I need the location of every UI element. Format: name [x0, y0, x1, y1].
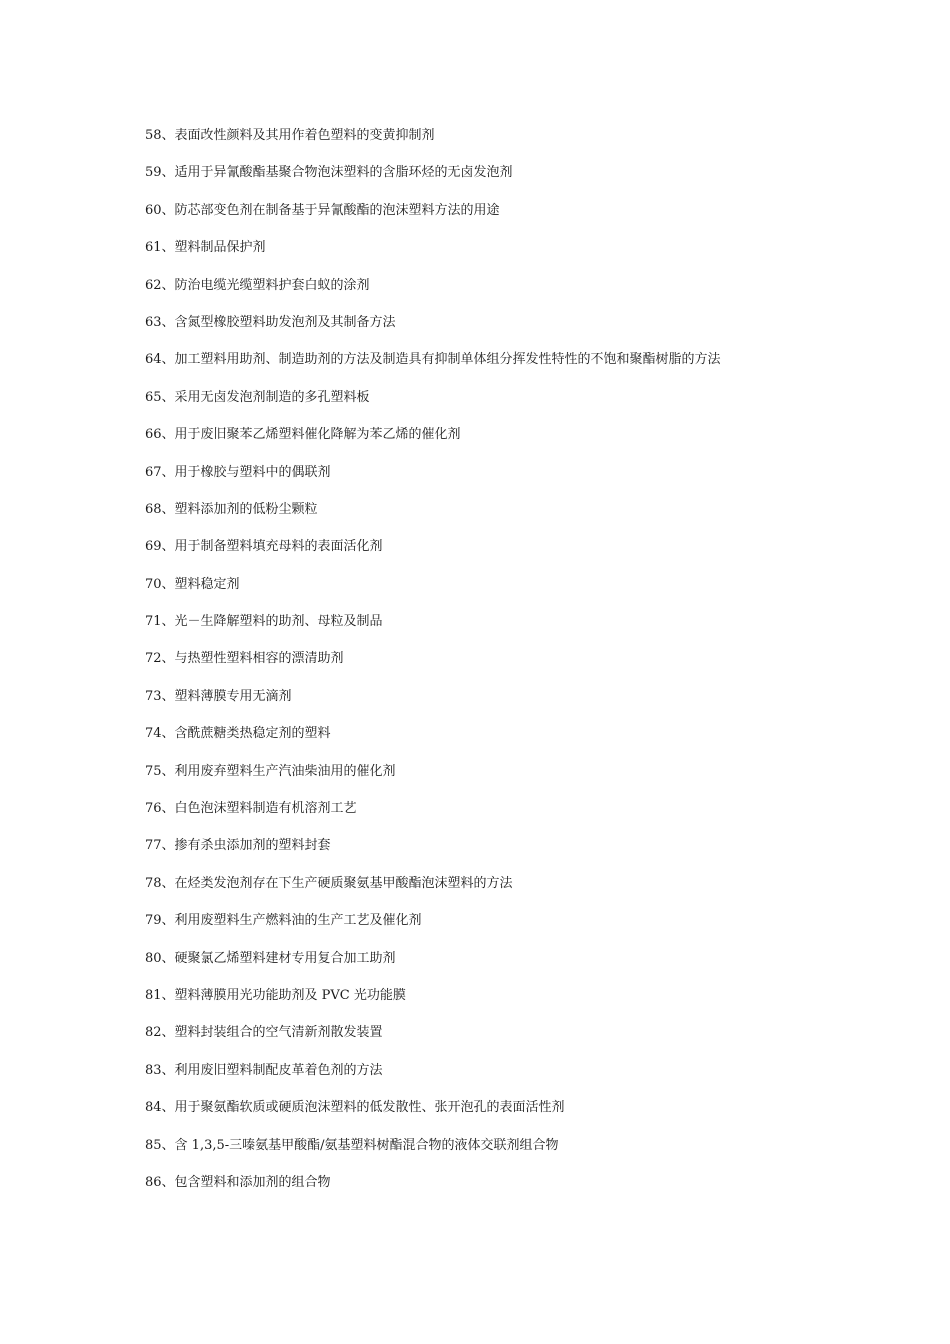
list-item: 83、利用废旧塑料制配皮革着色剂的方法 — [145, 1062, 383, 1078]
list-item: 78、在烃类发泡剂存在下生产硬质聚氨基甲酸酯泡沫塑料的方法 — [145, 875, 513, 891]
list-item: 76、白色泡沫塑料制造有机溶剂工艺 — [145, 801, 357, 817]
list-item: 77、掺有杀虫添加剂的塑料封套 — [145, 838, 331, 854]
list-item: 75、利用废弃塑料生产汽油柴油用的催化剂 — [145, 763, 396, 779]
list-item: 63、含氮型橡胶塑料助发泡剂及其制备方法 — [145, 314, 396, 330]
list-item: 60、防芯部变色剂在制备基于异氰酸酯的泡沫塑料方法的用途 — [145, 202, 500, 218]
list-item: 72、与热塑性塑料相容的漂清助剂 — [145, 651, 344, 667]
list-item: 61、塑料制品保护剂 — [145, 240, 266, 256]
list-item: 73、塑料薄膜专用无滴剂 — [145, 688, 292, 704]
list-item: 62、防治电缆光缆塑料护套白蚁的涂剂 — [145, 277, 370, 293]
list-item: 67、用于橡胶与塑料中的偶联剂 — [145, 464, 331, 480]
list-item: 85、含 1,3,5-三嗪氨基甲酸酯/氨基塑料树酯混合物的液体交联剂组合物 — [145, 1137, 559, 1153]
list-item: 81、塑料薄膜用光功能助剂及 PVC 光功能膜 — [145, 987, 406, 1003]
list-item: 65、采用无卤发泡剂制造的多孔塑料板 — [145, 389, 370, 405]
list-item: 69、用于制备塑料填充母料的表面活化剂 — [145, 539, 383, 555]
list-item: 80、硬聚氯乙烯塑料建材专用复合加工助剂 — [145, 950, 396, 966]
list-item: 74、含酰蔗糖类热稳定剂的塑料 — [145, 726, 331, 742]
list-item: 66、用于废旧聚苯乙烯塑料催化降解为苯乙烯的催化剂 — [145, 427, 461, 443]
list-item: 82、塑料封装组合的空气清新剂散发装置 — [145, 1025, 383, 1041]
list-item: 68、塑料添加剂的低粉尘颗粒 — [145, 501, 318, 517]
patent-title-list — [145, 126, 905, 1210]
list-item: 79、利用废塑料生产燃料油的生产工艺及催化剂 — [145, 913, 422, 929]
list-item: 71、光－生降解塑料的助剂、母粒及制品 — [145, 614, 383, 630]
list-item: 70、塑料稳定剂 — [145, 576, 240, 592]
list-item: 64、加工塑料用助剂、制造助剂的方法及制造具有抑制单体组分挥发性特性的不饱和聚酯树脂的方法 — [145, 352, 721, 368]
list-item: 84、用于聚氨酯软质或硬质泡沫塑料的低发散性、张开泡孔的表面活性剂 — [145, 1100, 565, 1116]
list-item: 86、包含塑料和添加剂的组合物 — [145, 1174, 331, 1190]
list-item: 59、适用于异氰酸酯基聚合物泡沫塑料的含脂环烃的无卤发泡剂 — [145, 165, 513, 181]
list-item: 58、表面改性颜料及其用作着色塑料的变黄抑制剂 — [145, 128, 435, 143]
